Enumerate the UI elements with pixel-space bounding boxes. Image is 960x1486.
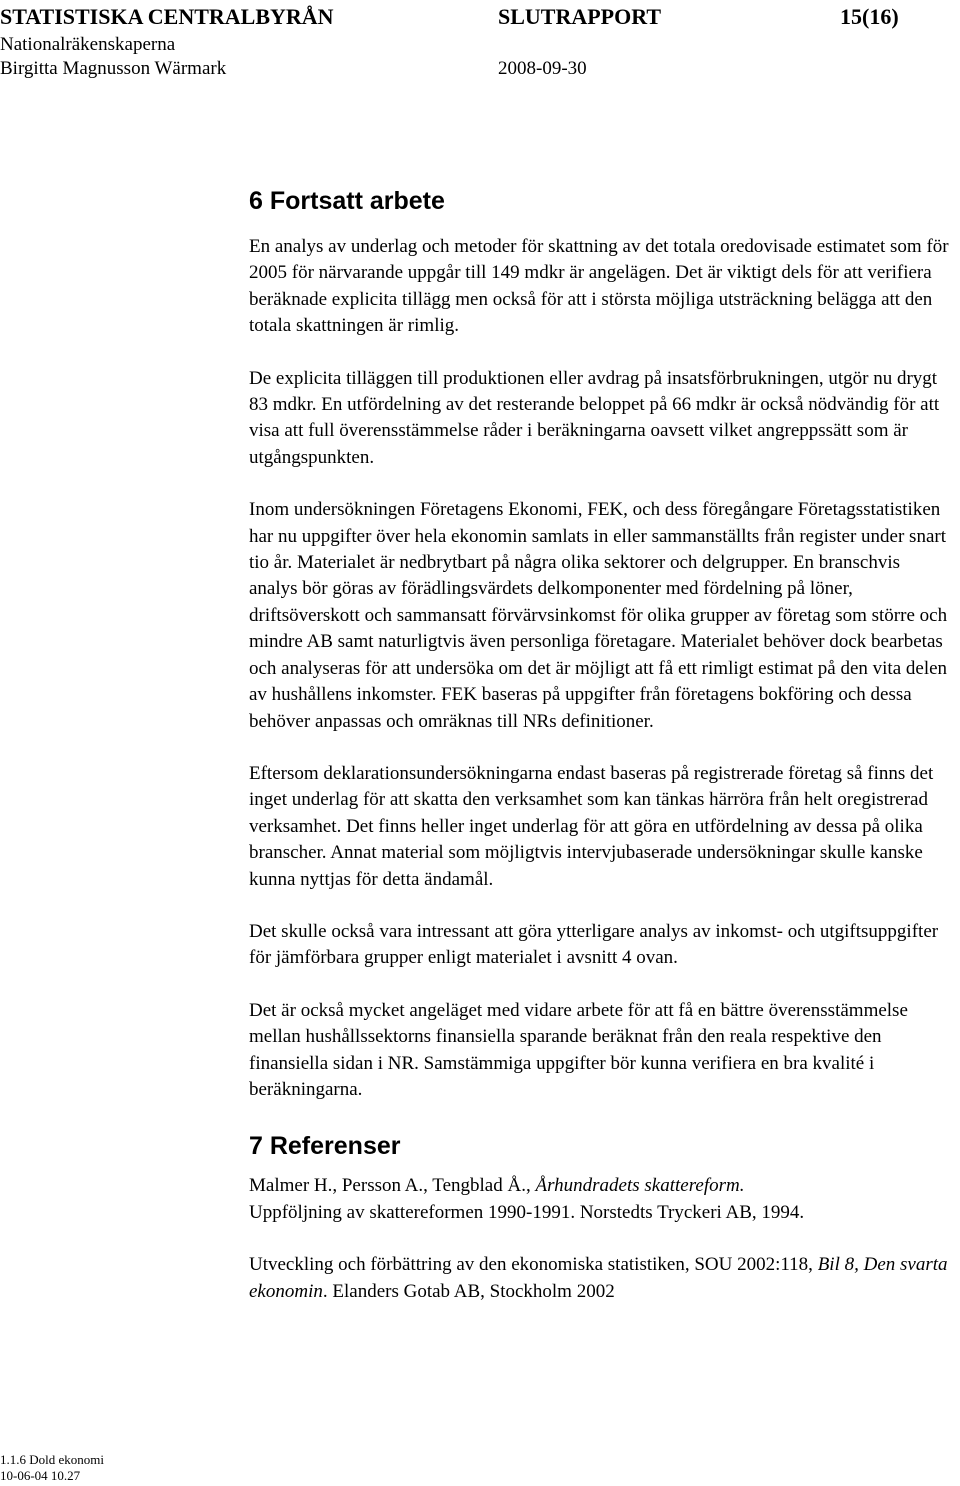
section-7-heading: 7 Referenser (249, 1132, 401, 1161)
reference-appendix: Bil 8, Den svarta ekonomin (249, 1254, 948, 1302)
section-6-heading: 6 Fortsatt arbete (249, 187, 445, 215)
reference-title: Århundradets skattereform. (535, 1175, 745, 1197)
paragraph: En analys av underlag och metoder för skattning av det totala oredovisade estimatet som för 2005 för närvarande uppgår till 149 mdkr är angelägen. Det är viktigt dels för att verifiera beräknade explicita tillägg men också för att i största möjliga utsträckning belägga att den totala skattningen är rimlig. (249, 236, 949, 337)
reference-details: Uppföljning av skattereformen 1990-1991. Norstedts Tryckeri AB, 1994. (249, 1201, 805, 1223)
paragraph: Eftersom deklarationsundersökningarna endast baseras på registrerade företag så finns det inget underlag för att skatta den verksamhet som kan tänkas härröra från helt oregistrerad verksamhet. Det finns heller inget underlag för att göra en utfördelning av dessa på olika branscher. Annat material som möjligtvis intervjubaserade undersökningar skulle kanske kunna nyttjas för detta ändamål. (249, 762, 934, 890)
footer-filename: 1.1.6 Dold ekonomi (0, 1452, 104, 1467)
main-content (249, 184, 949, 1331)
reference-item (249, 1252, 949, 1305)
paragraph: Det är också mycket angeläget med vidare arbete för att få en bättre överensstämmelse mellan hushållssektorns finansiella sparande beräknat från den reala respektive den finansiella sidan i NR. Samstämmiga uppgifter bör kunna verifiera en bra kvalité i beräkningarna. (249, 999, 908, 1100)
header-author: Birgitta Magnusson Wärmark (0, 58, 227, 79)
reference-item (249, 1173, 949, 1226)
header-department: Nationalräkenskaperna (0, 34, 176, 55)
header-org: STATISTISKA CENTRALBYRÅN (0, 4, 334, 29)
paragraph: De explicita tilläggen till produktionen eller avdrag på insatsförbrukningen, utgör nu drygt 83 mdkr. En utfördelning av det resterande beloppet på 66 mdkr är också nödvändig för att visa att full överensstämmelse råder i beräkningarna oavsett vilket angreppssätt som är utgångspunkten. (249, 367, 940, 468)
header-date: 2008-09-30 (498, 58, 587, 79)
reference-publisher: . Elanders Gotab AB, Stockholm 2002 (322, 1280, 615, 1302)
paragraph: Det skulle också vara intressant att göra ytterligare analys av inkomst- och utgiftsuppgifter för jämförbara grupper enligt materialet i avsnitt 4 ovan. (249, 920, 939, 969)
header-doc-type: SLUTRAPPORT (498, 4, 662, 29)
footer-timestamp: 10-06-04 10.27 (0, 1468, 81, 1483)
paragraph: Inom undersökningen Företagens Ekonomi, FEK, och dess föregångare Företagsstatistiken har nu uppgifter över hela ekonomin samlats in eller sammanställts från register under snart tio år. Materialet är nedbrytbart på några olika sektorer och delgrupper. En branschvis analys bör göras av förädlingsvärdets delkomponenter med fördelning på löner, driftsöverskott och sammansatt förvärvsinkomst för olika grupper av företag som större och mindre AB samt naturligtvis även personliga företagare. Materialet behöver dock bearbetas och analyseras för att undersöka om det är möjligt att få ett rimligt estimat på den vita delen av hushållens inkomster. FEK baseras på uppgifter från företagens bokföring och dessa behöver anpassas och omräknas till NRs definitioner. (249, 499, 948, 732)
reference-title: Utveckling och förbättring av den ekonomiska statistiken, SOU 2002:118, (249, 1254, 818, 1276)
reference-authors: Malmer H., Persson A., Tengblad Å., (249, 1175, 536, 1197)
header-page-number: 15(16) (840, 4, 899, 29)
